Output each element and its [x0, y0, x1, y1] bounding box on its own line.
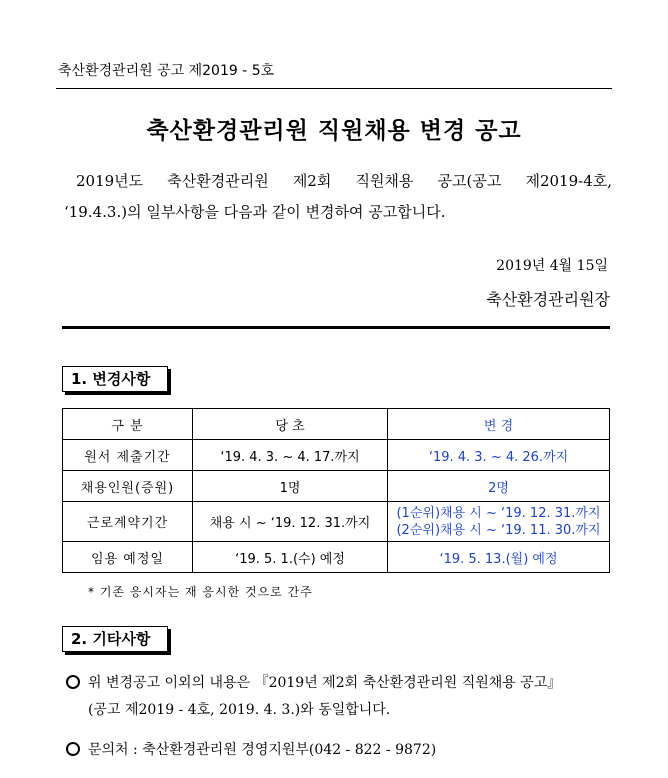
table-header-row [63, 409, 610, 440]
body-divider [62, 326, 610, 329]
header-original: 당 초 [193, 409, 388, 440]
circle-bullet-icon [66, 742, 80, 756]
row-original: 채용 시 ~ ‘19. 12. 31.까지 [193, 502, 388, 542]
row-changed: ‘19. 5. 13.(월) 예정 [388, 542, 610, 573]
header-divider [56, 88, 612, 89]
intro-paragraph [64, 166, 612, 228]
document-title: 축산환경관리원 직원채용 변경 공고 [146, 118, 522, 144]
signer: 축산환경관리원장 [486, 290, 610, 309]
row-changed-line-1: (1순위)채용 시 ~ ‘19. 12. 31.까지 [396, 505, 601, 521]
table-note: * 기존 응시자는 재 응시한 것으로 간주 [88, 585, 313, 599]
item-text: 위 변경공고 이외의 내용은 『2019년 제2회 축산환경관리원 직원채용 공고』 [88, 675, 562, 691]
row-label: 원서 제출기간 [63, 440, 193, 471]
section-heading-other: 2. 기타사항 [62, 626, 168, 652]
row-changed-line-2: (2순위)채용 시 ~ ‘19. 11. 30.까지 [396, 522, 601, 538]
header-category: 구 분 [63, 409, 193, 440]
circle-bullet-icon [66, 675, 80, 689]
notice-date: 2019년 4월 15일 [496, 258, 608, 274]
intro-line-2: ‘19.4.3.)의 일부사항을 다음과 같이 변경하여 공고합니다. [64, 203, 446, 221]
row-label: 채용인원(증원) [63, 471, 193, 502]
contact-text: 문의처 : 축산환경관리원 경영지원부(042 - 822 - 9872) [88, 742, 437, 758]
table-row [63, 542, 610, 573]
table-row [63, 502, 610, 542]
row-changed [388, 502, 610, 542]
row-original: ‘19. 4. 3. ~ 4. 17.까지 [193, 440, 388, 471]
list-item [66, 737, 436, 764]
row-label: 임용 예정일 [63, 542, 193, 573]
table-row [63, 471, 610, 502]
changes-table [62, 408, 610, 573]
intro-line-1: 2019년도 축산환경관리원 제2회 직원채용 공고(공고 제2019-4호, [76, 172, 612, 190]
list-item [66, 670, 561, 724]
row-label: 근로계약기간 [63, 502, 193, 542]
row-original: ‘19. 5. 1.(수) 예정 [193, 542, 388, 573]
row-changed: 2명 [388, 471, 610, 502]
item-text-continued: (공고 제2019 - 4호, 2019. 4. 3.)와 동일합니다. [88, 702, 391, 718]
row-changed: ‘19. 4. 3. ~ 4. 26.까지 [388, 440, 610, 471]
table-row [63, 440, 610, 471]
section-heading-changes: 1. 변경사항 [62, 366, 168, 392]
row-original: 1명 [193, 471, 388, 502]
notice-number: 축산환경관리원 공고 제2019 - 5호 [58, 63, 275, 79]
header-changed: 변 경 [388, 409, 610, 440]
